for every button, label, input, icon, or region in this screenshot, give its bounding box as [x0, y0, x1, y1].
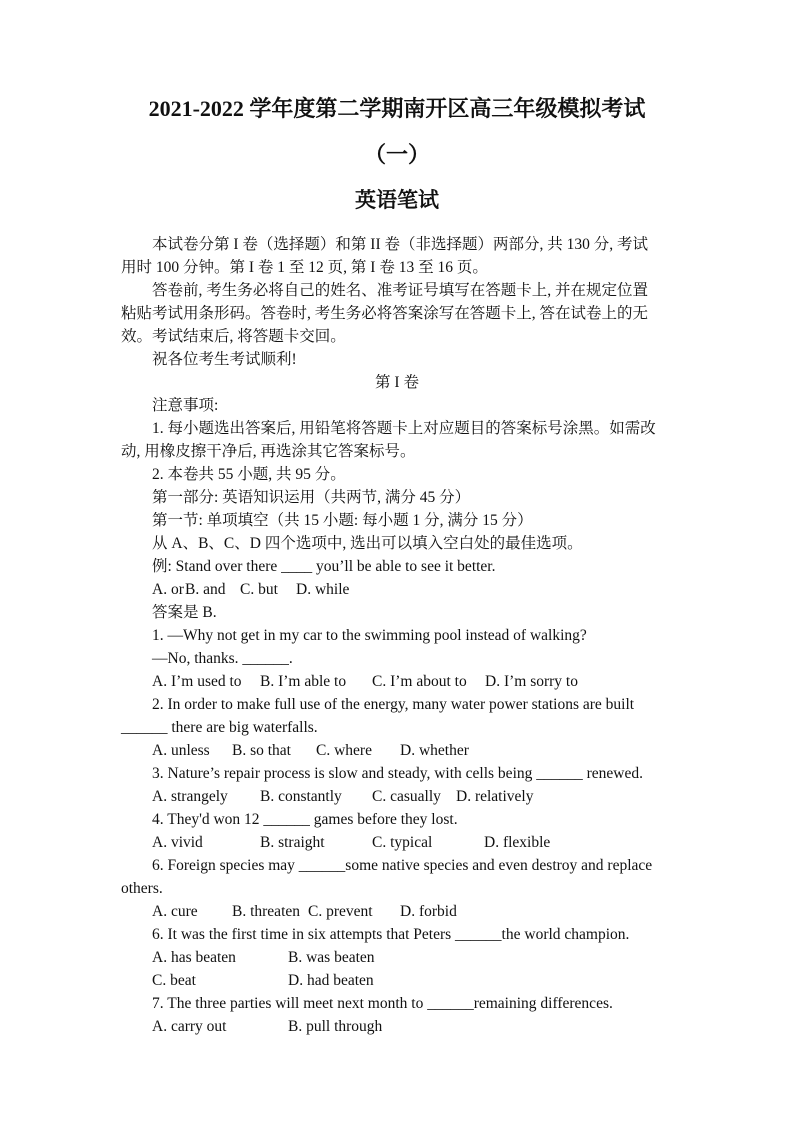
option: B. was beaten [288, 949, 375, 966]
option: A. or [152, 581, 184, 598]
question-stem: 7. The three parties will meet next month to ______remaining differences. [152, 995, 613, 1012]
question-options [152, 832, 550, 854]
question-options [152, 1016, 382, 1038]
intro-line: 效。考试结束后, 将答题卡交回。 [121, 328, 346, 345]
option: A. carry out [152, 1018, 227, 1035]
notes-heading: 注意事项: [152, 397, 219, 414]
option: B. straight [260, 834, 325, 851]
question-stem: 6. Foreign species may ______some native species and even destroy and replace [152, 857, 653, 874]
note-line: 动, 用橡皮擦干净后, 再选涂其它答案标号。 [121, 443, 416, 460]
option: D. relatively [456, 788, 534, 805]
option: D. forbid [400, 903, 457, 920]
option: B. so that [232, 742, 291, 759]
note-line: 2. 本卷共 55 小题, 共 95 分。 [152, 466, 346, 483]
intro-line: 本试卷分第 I 卷（选择题）和第 II 卷（非选择题）两部分, 共 130 分, 考试 [152, 236, 648, 253]
question-options [152, 740, 469, 762]
exam-title: 2021-2022 学年度第二学期南开区高三年级模拟考试 [148, 96, 646, 121]
instruction-line: 从 A、B、C、D 四个选项中, 选出可以填入空白处的最佳选项。 [152, 535, 583, 552]
option: C. but [240, 581, 278, 598]
option: D. while [296, 581, 350, 598]
option: B. threaten [232, 903, 301, 920]
note-line: 1. 每小题选出答案后, 用铅笔将答题卡上对应题目的答案标号涂黑。如需改 [152, 420, 656, 437]
example-answer: 答案是 B. [152, 604, 217, 621]
question-options [152, 970, 374, 992]
option: A. vivid [152, 834, 203, 851]
question-stem: 3. Nature’s repair process is slow and steady, with cells being ______ renewed. [152, 765, 643, 782]
intro-line: 用时 100 分钟。第 I 卷 1 至 12 页, 第 I 卷 13 至 16 页。 [121, 259, 488, 276]
option: C. casually [372, 788, 441, 805]
question-options [152, 901, 457, 923]
option: C. beat [152, 972, 196, 989]
question-stem: —No, thanks. ______. [152, 650, 293, 667]
question-options [152, 786, 533, 808]
option: C. typical [372, 834, 433, 851]
part-heading: 第一部分: 英语知识运用（共两节, 满分 45 分） [152, 489, 471, 506]
example-stem: 例: Stand over there ____ you’ll be able to see it better. [152, 558, 496, 575]
question-options [152, 671, 578, 693]
question-stem: 2. In order to make full use of the energy, many water power stations are built [152, 696, 635, 713]
option: D. whether [400, 742, 469, 759]
question-options [152, 947, 375, 969]
option: D. had beaten [288, 972, 374, 989]
question-stem: ______ there are big waterfalls. [121, 719, 318, 736]
exam-subtitle: （一） [363, 142, 430, 167]
volume-heading: 第 I 卷 [375, 374, 419, 391]
option: A. cure [152, 903, 198, 920]
option: B. pull through [288, 1018, 383, 1035]
option: A. has beaten [152, 949, 236, 966]
option: C. prevent [308, 903, 373, 920]
question-stem: others. [121, 880, 163, 897]
section-heading: 第一节: 单项填空（共 15 小题: 每小题 1 分, 满分 15 分） [152, 512, 533, 529]
option: B. constantly [260, 788, 342, 805]
option: C. I’m about to [372, 673, 467, 690]
question-stem: 4. They'd won 12 ______ games before they lost. [152, 811, 458, 828]
good-luck-line: 祝各位考生考试顺利! [152, 351, 297, 368]
intro-line: 粘贴考试用条形码。答卷时, 考生务必将答案涂写在答题卡上, 答在试卷上的无 [121, 305, 649, 322]
example-options [152, 579, 349, 601]
question-stem: 6. It was the first time in six attempts that Peters ______the world champion. [152, 926, 630, 943]
option: B. and [185, 581, 226, 598]
option: D. I’m sorry to [485, 673, 578, 690]
option: A. strangely [152, 788, 228, 805]
intro-line: 答卷前, 考生务必将自己的姓名、准考证号填写在答题卡上, 并在规定位置 [152, 282, 649, 299]
question-stem: 1. —Why not get in my car to the swimming pool instead of walking? [152, 627, 587, 644]
option: B. I’m able to [260, 673, 347, 690]
option: C. where [316, 742, 372, 759]
subject-title: 英语笔试 [355, 188, 439, 212]
option: D. flexible [484, 834, 551, 851]
option: A. unless [152, 742, 210, 759]
option: A. I’m used to [152, 673, 242, 690]
